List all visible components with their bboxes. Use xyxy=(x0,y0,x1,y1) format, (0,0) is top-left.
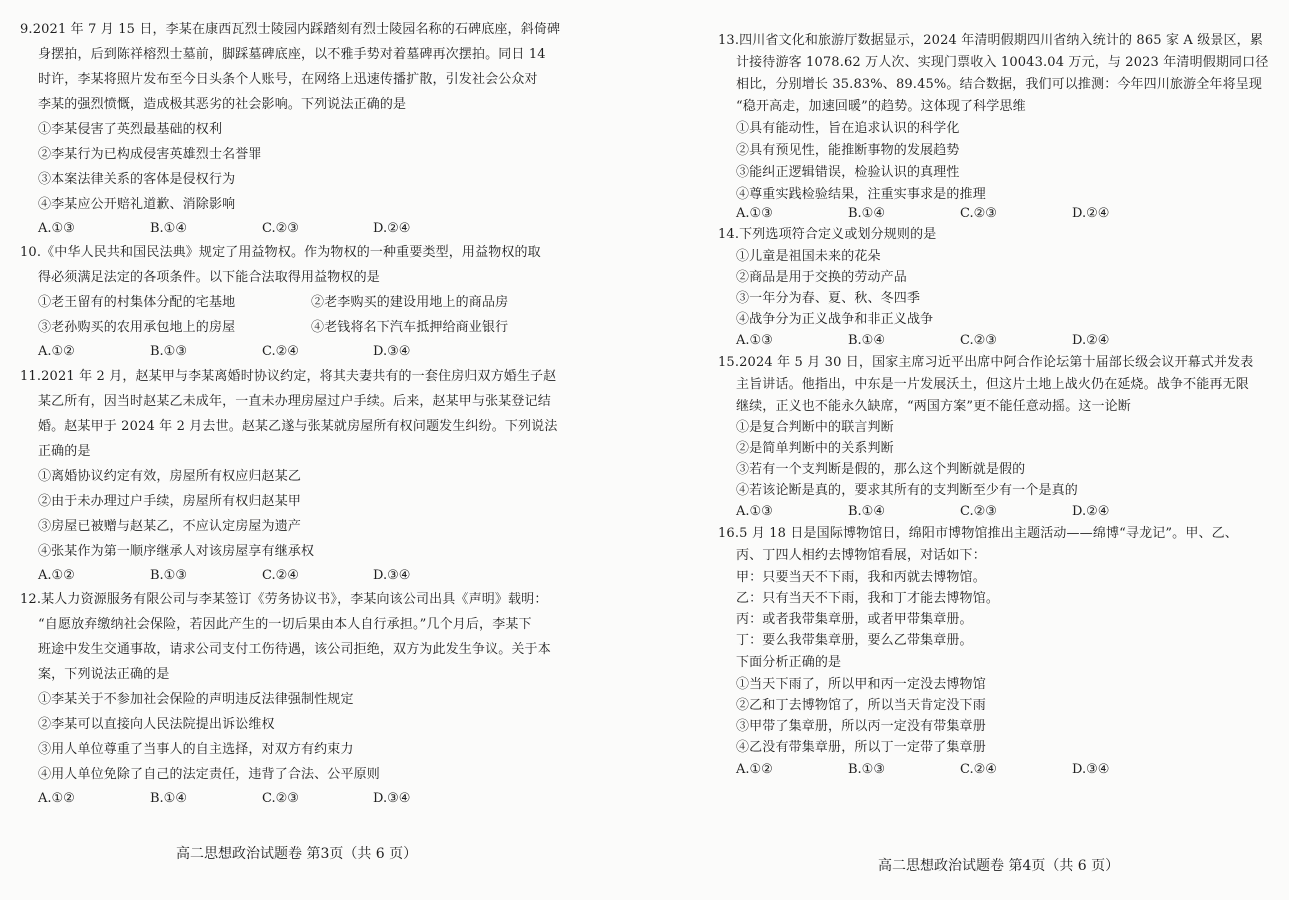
question-12-option-a: A.①② xyxy=(38,791,75,806)
question-11-item-4: ④张某作为第一顺序继承人对该房屋享有继承权 xyxy=(38,544,315,559)
question-15-item-3: ③若有一个支判断是假的，那么这个判断就是假的 xyxy=(736,462,1026,477)
question-15-item-4: ④若该论断是真的，要求其所有的支判断至少有一个是真的 xyxy=(736,483,1078,498)
question-11-line-3: 婚。赵某甲于 2024 年 2 月去世。赵某乙遂与张某就房屋所有权问题发生纠纷。下列说法 xyxy=(38,419,558,434)
question-14-item-2: ②商品是用于交换的劳动产品 xyxy=(736,270,907,285)
question-9-item-4: ④李某应公开赔礼道歉、消除影响 xyxy=(38,197,236,212)
question-14-option-c: C.②③ xyxy=(960,333,997,348)
question-11-line-2: 某乙所有，因当时赵某乙未成年，一直未办理房屋过户手续。后来，赵某甲与张某登记结 xyxy=(38,394,551,409)
page-footer-3: 高二思想政治试题卷 第3页（共 6 页） xyxy=(176,846,418,862)
question-16-option-a: A.①② xyxy=(736,762,773,777)
question-15-line-2: 主旨讲话。他指出，中东是一片发展沃土，但这片土地上战火仍在延烧。战争不能再无限 xyxy=(736,377,1249,392)
question-15-option-b: B.①④ xyxy=(848,504,885,519)
question-15-item-2: ②是简单判断中的关系判断 xyxy=(736,441,894,456)
question-12-option-c: C.②③ xyxy=(262,791,299,806)
question-13-item-3: ③能纠正逻辑错误，检验认识的真理性 xyxy=(736,165,960,180)
question-16-dialogue-bing: 丙：或者我带集章册，或者甲带集章册。 xyxy=(736,612,973,627)
question-9-item-3: ③本案法律关系的客体是侵权行为 xyxy=(38,172,236,187)
question-15-item-1: ①是复合判断中的联言判断 xyxy=(736,420,894,435)
question-12-line-2: “自愿放弃缴纳社会保险，若因此产生的一切后果由本人自行承担。”几个月后，李某下 xyxy=(38,617,532,632)
question-14-option-b: B.①④ xyxy=(848,333,885,348)
question-11-item-2: ②由于未办理过户手续，房屋所有权归赵某甲 xyxy=(38,494,302,509)
question-13-item-1: ①具有能动性，旨在追求认识的科学化 xyxy=(736,121,960,136)
question-10-item-1: ①老王留有的村集体分配的宅基地 xyxy=(38,295,236,310)
question-9-line-2: 身摆拍，后到陈祥榕烈士墓前，脚踩墓碑底座，以不雅手势对着墓碑再次摆拍。同日 14 xyxy=(38,47,546,62)
question-10-item-4: ④老钱将名下汽车抵押给商业银行 xyxy=(311,320,509,335)
question-12-item-1: ①李某关于不参加社会保险的声明违反法律强制性规定 xyxy=(38,692,354,707)
question-16-item-3: ③甲带了集章册，所以丙一定没有带集章册 xyxy=(736,719,986,734)
question-12-line-4: 案，下列说法正确的是 xyxy=(38,667,170,682)
question-16-option-d: D.③④ xyxy=(1072,762,1110,777)
question-10-option-b: B.①③ xyxy=(150,344,187,359)
question-16-line-2: 丙、丁四人相约去博物馆看展，对话如下： xyxy=(736,548,986,563)
question-9-option-b: B.①④ xyxy=(150,221,187,236)
question-15-option-a: A.①③ xyxy=(736,504,773,519)
question-16-dialogue-yi: 乙：只有当天不下雨，我和丁才能去博物馆。 xyxy=(736,591,1000,606)
question-12-item-3: ③用人单位尊重了当事人的自主选择，对双方有约束力 xyxy=(38,742,354,757)
question-14-item-1: ①儿童是祖国未来的花朵 xyxy=(736,249,881,264)
question-11-option-c: C.②④ xyxy=(262,568,299,583)
question-10-line-2: 得必须满足法定的各项条件。以下能合法取得用益物权的是 xyxy=(38,270,380,285)
question-9-item-2: ②李某行为已构成侵害英雄烈士名誉罪 xyxy=(38,147,262,162)
question-13-option-b: B.①④ xyxy=(848,206,885,221)
question-9-line-4: 李某的强烈愤慨，造成极其恶劣的社会影响。下列说法正确的是 xyxy=(38,97,407,112)
question-14-item-4: ④战争分为正义战争和非正义战争 xyxy=(736,312,934,327)
question-11-line-4: 正确的是 xyxy=(38,444,91,459)
question-13-line-2: 计接待游客 1078.62 万人次、实现门票收入 10043.04 万元，与 2023 年清明假期同口径 xyxy=(736,55,1269,70)
question-16-item-4: ④乙没有带集章册，所以丁一定带了集章册 xyxy=(736,740,986,755)
question-13-line-1: 13.四川省文化和旅游厅数据显示，2024 年清明假期四川省纳入统计的 865 家 A 级景区，累 xyxy=(718,33,1263,48)
question-16-option-b: B.①③ xyxy=(848,762,885,777)
question-16-prompt: 下面分析正确的是 xyxy=(736,655,842,670)
question-15-line-1: 15.2024 年 5 月 30 日，国家主席习近平出席中阿合作论坛第十届部长级会议开幕式并发表 xyxy=(718,355,1254,370)
question-13-option-a: A.①③ xyxy=(736,206,773,221)
question-10-option-a: A.①② xyxy=(38,344,75,359)
exam-page-4 xyxy=(650,0,1289,900)
question-11-item-1: ①离婚协议约定有效，房屋所有权应归赵某乙 xyxy=(38,469,302,484)
question-13-option-c: C.②③ xyxy=(960,206,997,221)
question-15-line-3: 继续，正义也不能永久缺席，“两国方案”更不能任意动摇。这一论断 xyxy=(736,399,1131,414)
question-11-line-1: 11.2021 年 2 月，赵某甲与李某离婚时协议约定，将其夫妻共有的一套住房归双方婚生子赵 xyxy=(20,369,557,384)
question-14-option-d: D.②④ xyxy=(1072,333,1110,348)
question-13-item-2: ②具有预见性，能推断事物的发展趋势 xyxy=(736,143,960,158)
question-16-dialogue-ding: 丁：要么我带集章册，要么乙带集章册。 xyxy=(736,633,973,648)
question-15-option-c: C.②③ xyxy=(960,504,997,519)
question-12-option-d: D.③④ xyxy=(373,791,411,806)
question-11-item-3: ③房屋已被赠与赵某乙，不应认定房屋为遗产 xyxy=(38,519,302,534)
question-12-item-2: ②李某可以直接向人民法院提出诉讼维权 xyxy=(38,717,275,732)
question-10-item-3: ③老孙购买的农用承包地上的房屋 xyxy=(38,320,236,335)
question-9-line-3: 时许，李某将照片发布至今日头条个人账号，在网络上迅速传播扩散，引发社会公众对 xyxy=(38,72,538,87)
question-16-option-c: C.②④ xyxy=(960,762,997,777)
question-11-option-d: D.③④ xyxy=(373,568,411,583)
question-10-option-d: D.③④ xyxy=(373,344,411,359)
question-14-line-1: 14.下列选项符合定义或划分规则的是 xyxy=(718,227,937,242)
question-9-line-1: 9.2021 年 7 月 15 日，李某在康西瓦烈士陵园内踩踏刻有烈士陵园名称的石碑底座，斜倚碑 xyxy=(20,22,561,37)
question-16-item-1: ①当天下雨了，所以甲和丙一定没去博物馆 xyxy=(736,677,986,692)
page-footer-4: 高二思想政治试题卷 第4页（共 6 页） xyxy=(878,858,1120,874)
question-10-line-1: 10.《中华人民共和国民法典》规定了用益物权。作为物权的一种重要类型，用益物权的取 xyxy=(20,245,541,260)
question-11-option-a: A.①② xyxy=(38,568,75,583)
question-9-option-c: C.②③ xyxy=(262,221,299,236)
question-13-line-3: 相比，分别增长 35.83%、89.45%。结合数据，我们可以推测：今年四川旅游全年将呈现 xyxy=(736,77,1263,92)
question-16-dialogue-jia: 甲：只要当天不下雨，我和丙就去博物馆。 xyxy=(736,570,986,585)
question-14-option-a: A.①③ xyxy=(736,333,773,348)
question-9-option-a: A.①③ xyxy=(38,221,75,236)
question-9-option-d: D.②④ xyxy=(373,221,411,236)
question-11-option-b: B.①③ xyxy=(150,568,187,583)
question-13-line-4: “稳开高走，加速回暖”的趋势。这体现了科学思维 xyxy=(736,99,1026,114)
question-10-item-2: ②老李购买的建设用地上的商品房 xyxy=(311,295,509,310)
question-12-option-b: B.①④ xyxy=(150,791,187,806)
question-12-line-1: 12.某人力资源服务有限公司与李某签订《劳务协议书》，李某向该公司出具《声明》载明： xyxy=(20,592,548,607)
question-9-item-1: ①李某侵害了英烈最基础的权利 xyxy=(38,122,223,137)
question-16-item-2: ②乙和丁去博物馆了，所以当天肯定没下雨 xyxy=(736,698,986,713)
question-13-item-4: ④尊重实践检验结果，注重实事求是的推理 xyxy=(736,187,986,202)
question-16-line-1: 16.5 月 18 日是国际博物馆日，绵阳市博物馆推出主题活动——绵博“寻龙记”。甲、乙、 xyxy=(718,526,1238,541)
question-13-option-d: D.②④ xyxy=(1072,206,1110,221)
question-14-item-3: ③一年分为春、夏、秋、冬四季 xyxy=(736,291,921,306)
question-12-line-3: 班途中发生交通事故，请求公司支付工伤待遇，该公司拒绝，双方为此发生争议。关于本 xyxy=(38,642,551,657)
question-15-option-d: D.②④ xyxy=(1072,504,1110,519)
question-12-item-4: ④用人单位免除了自己的法定责任，违背了合法、公平原则 xyxy=(38,767,380,782)
question-10-option-c: C.②④ xyxy=(262,344,299,359)
